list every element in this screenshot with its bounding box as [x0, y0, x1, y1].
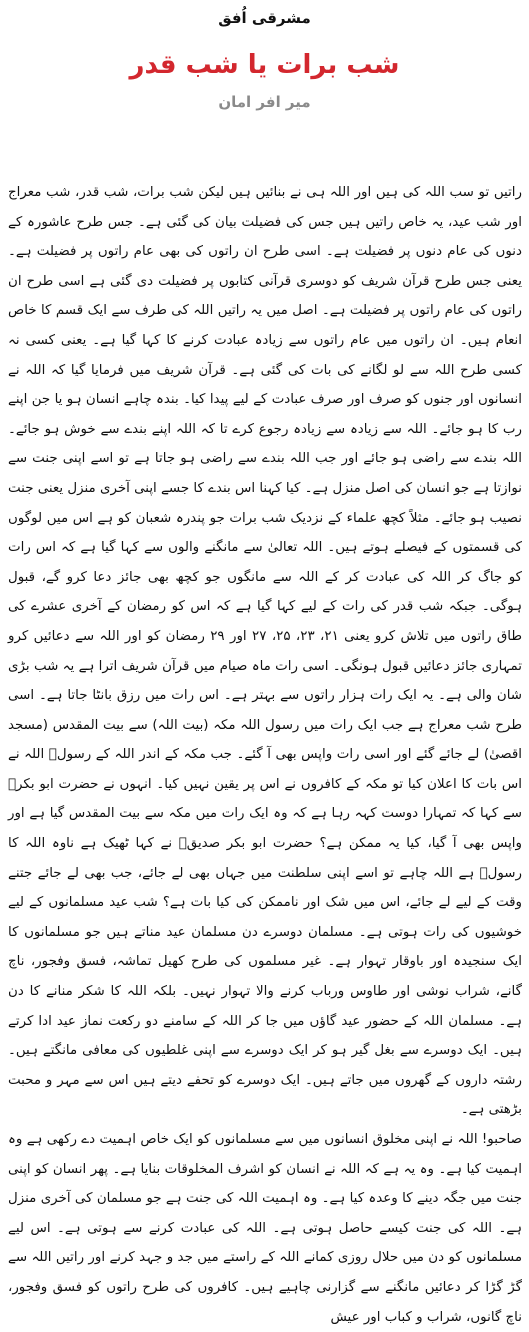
- article-body: [8, 178, 522, 1325]
- paragraph: راتیں تو سب اللہ کی ہیں اور اللہ ہی نے بنائیں ہیں لیکن شب برات، شب قدر، شب معراج اور شب عید، یہ خاص راتیں ہیں جس کی فضیلت بیان کی گئی ہے۔ جس طرح عاشورہ کے دنوں کی عام دنوں پر فضیلت ہے۔ اسی طرح ان راتوں کی بھی عام راتوں پر فضیلت ہے۔ یعنی جس طرح قرآن شریف کو دوسری قرآنی کتابوں پر فضیلت دی گئی ہے اسی طرح ان راتوں کی عام راتوں پر فضیلت ہے۔ اصل میں یہ راتیں اللہ کی طرف سے ایک قسم کا خاص انعام ہیں۔ ان راتوں میں عام راتوں سے زیادہ عبادت کرنے کا کہا گیا ہے۔ یعنی کسی نہ کسی طرح اللہ سے لو لگانے کی بات کی گئی ہے۔ قرآن شریف میں فرمایا گیا کہ اللہ نے انسانوں اور جنوں کو صرف اور صرف عبادت کے لیے پیدا کیا۔ بندہ چاہے انسان ہو یا جن اپنے رب کا ہو جائے۔ اللہ سے زیادہ سے زیادہ رجوع کرے تا کہ اللہ اپنے بندے سے خوش ہو جائے۔ اللہ بندے سے راضی ہو جائے اور جب اللہ بندے سے راضی ہو جاتا ہے تو اسے اپنی جنت سے نوازتا ہے جو انسان کی اصل منزل ہے۔ کیا کہنا اس بندے کا جسے اپنی آخری منزل یعنی جنت نصیب ہو جائے۔ مثلاً کچھ علماء کے نزدیک شب برات جو پندرہ شعبان کو ہے اس میں لوگوں کی قسمتوں کے فیصلے ہوتے ہیں۔ اللہ تعالیٰ سے مانگنے والوں سے کہا گیا ہے کہ اس رات کو جاگ کر اللہ کی عبادت کر کے اللہ سے مانگوں جو کچھ بھی جائز دعا کرو گے، قبول ہوگی۔ جبکہ شب قدر کی رات کے لیے کہا گیا ہے کہ اس کو رمضان کے آخری عشرے کی طاق راتوں میں تلاش کرو یعنی ۲۱، ۲۳، ۲۵، ۲۷ اور ۲۹ رمضان کو اور اللہ سے دعائیں کرو تمہاری جائز دعائیں قبول ہونگی۔ اسی رات ماہ صیام میں قرآن شریف اترا ہے یہ شب بڑی شان والی ہے۔ یہ ایک رات ہزار راتوں سے بہتر ہے۔ اس رات میں رزق بانٹا جاتا ہے۔ اسی طرح شب معراج ہے جب ایک رات میں رسول اللہ مکہ (بیت اللہ) سے بیت المقدس (مسجد اقصیٰ) لے جائے گئے اور اسی رات واپس بھی آ گئے۔ جب مکہ کے اندر اللہ کے رسولؐ اللہ نے اس بات کا اعلان کیا تو مکہ کے کافروں نے اس پر یقین نہیں کیا۔ انہوں نے حضرت ابو بکرؓ سے کہا کہ تمہارا دوست کہہ رہا ہے کہ وہ ایک رات میں مکہ سے بیت المقدس گیا ہے اور واپس بھی آ گیا، کیا یہ ممکن ہے؟ حضرت ابو بکر صدیقؓ نے کہا ٹھیک ہے ناوہ اللہ کا رسولؐ ہے اللہ چاہے تو اسے اپنی سلطنت میں جہاں بھی لے جائے، جب بھی لے جائے جتنے وقت کے لیے لے جائے، اس میں شک اور ناممکن کی کیا بات ہے؟ شب عید مسلمانوں کے لیے خوشیوں کی رات ہوتی ہے۔ مسلمان دوسرے دن مسلمان عید مناتے ہیں جو مسلمانوں کا ایک سنجیدہ اور باوقار تہوار ہے۔ غیر مسلموں کی طرح کھیل تماشہ، فسق وفجور، ناچ گانے، شراب نوشی اور طاوس ورباب کرنے والا تہوار نہیں۔ بلکہ اللہ کا شکر منانے کا دن ہے۔ مسلمان اللہ کے حضور عید گاؤں میں جا کر اللہ کے سامنے دو رکعت نماز عید ادا کرتے ہیں۔ ایک دوسرے سے بغل گیر ہو کر ایک دوسرے سے اپنی غلطیوں کی معافی مانگتے ہیں۔ رشتہ داروں کے گھروں میں جاتے ہیں۔ ایک دوسرے کو تحفے دیتے ہیں اس سے مہر و محبت بڑھتی ہے۔: [8, 185, 522, 1118]
- article-title: شب برات یا شب قدر: [129, 50, 400, 80]
- author-name: میر افر امان: [218, 93, 311, 111]
- column-name: مشرقی اُفق: [218, 9, 311, 27]
- paragraph: صاحبو! اللہ نے اپنی مخلوق انسانوں میں سے مسلمانوں کو ایک خاص اہمیت دے رکھی ہے وہ اہمیت کیا ہے۔ وہ یہ ہے کہ اللہ نے انسان کو اشرف المخلوقات بنایا ہے۔ پھر انسان کو اپنی جنت میں جگہ دینے کا وعدہ کیا ہے۔ وہ اہمیت اللہ کی جنت ہے جو مسلمان کی آخری منزل ہے۔ اللہ کی جنت کیسے حاصل ہوتی ہے۔ اللہ کی عبادت کرنے سے ہوتی ہے۔ اس لیے مسلمانوں کو دن میں حلال روزی کمانے اللہ کے راستے میں جد و جہد کرنے اور راتیں اللہ سے گڑ گڑا کر دعائیں مانگنے سے گزارنی چاہیے ہیں۔ کافروں کی طرح راتوں کو فسق وفجور، ناچ گانوں، شراب و کباب اور عیش: [8, 1132, 522, 1325]
